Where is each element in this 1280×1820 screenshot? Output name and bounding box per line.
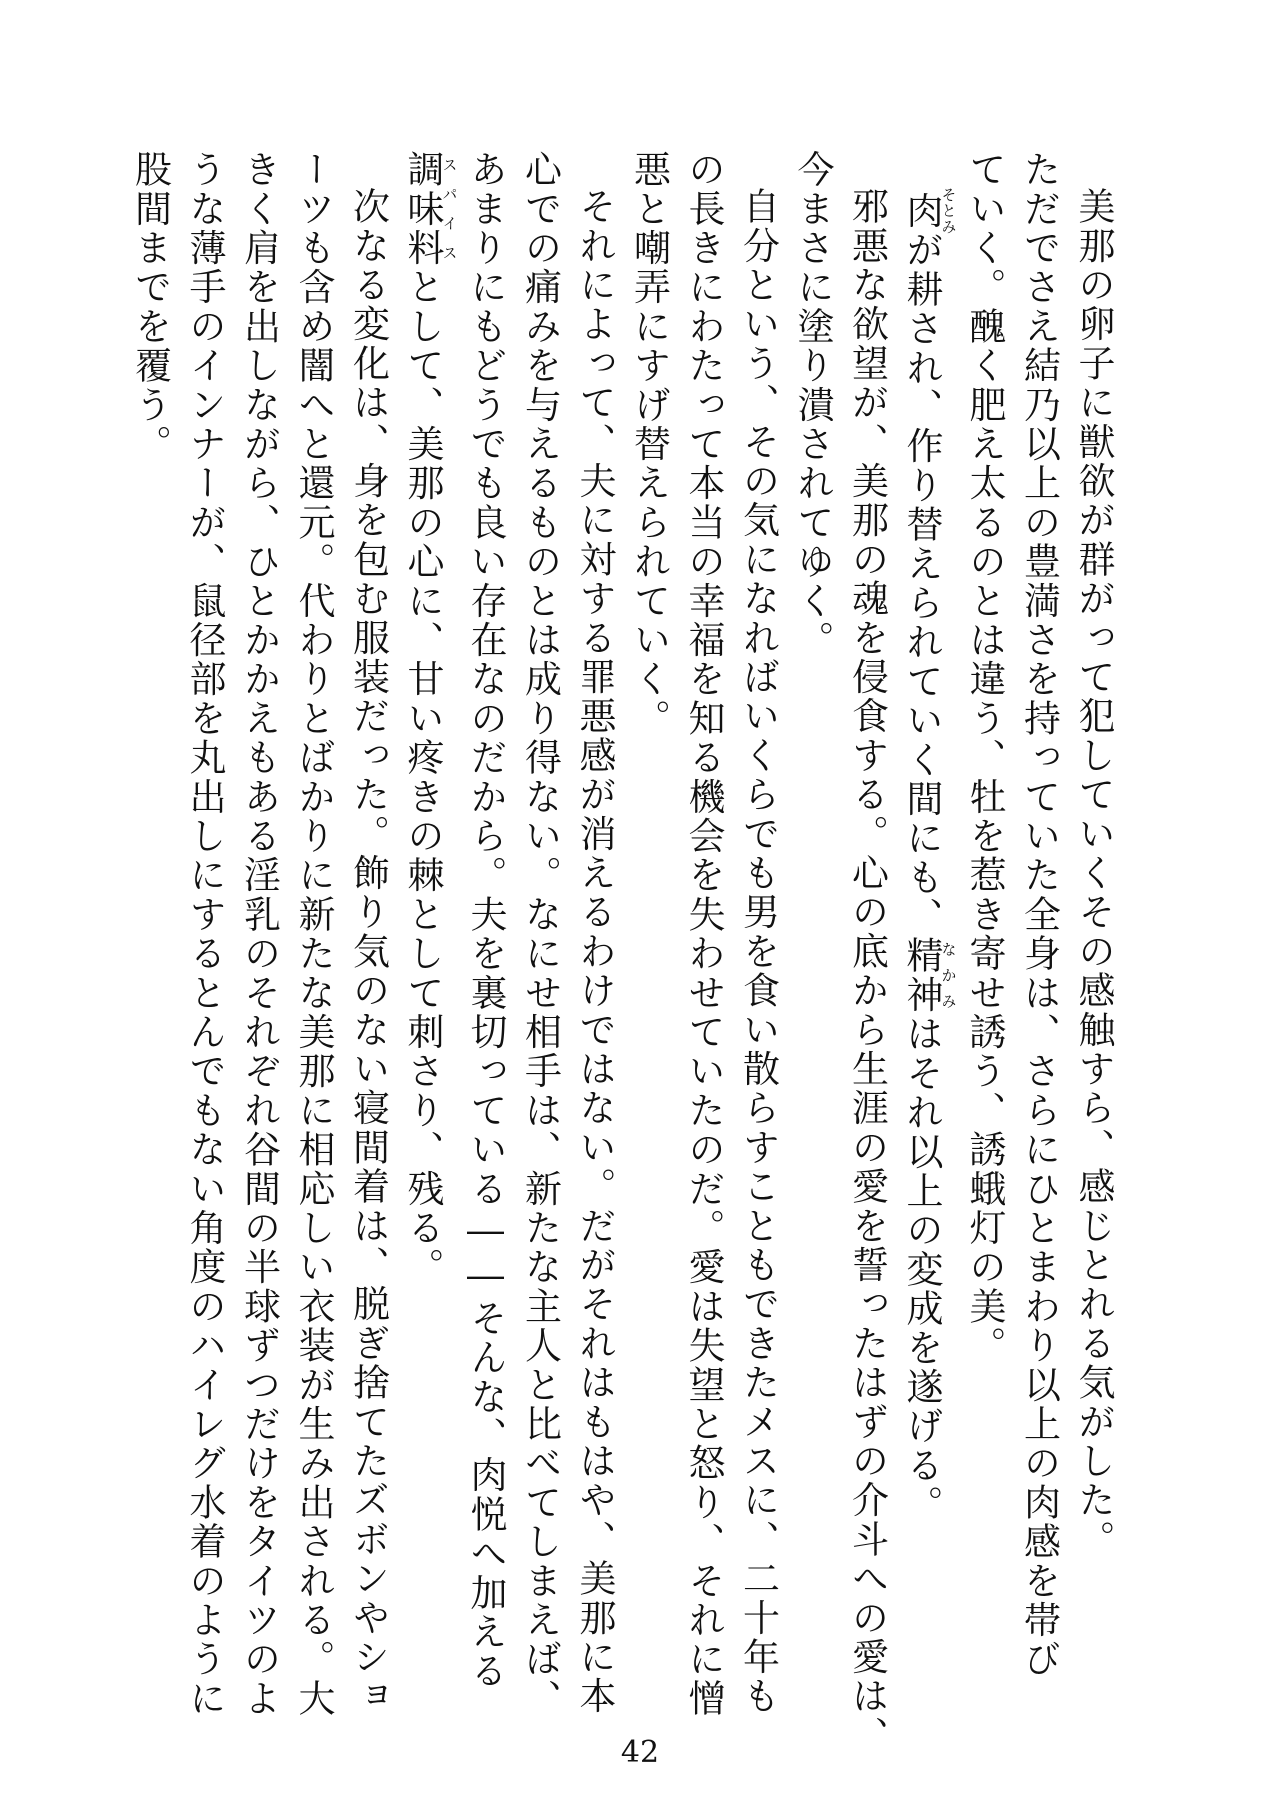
text-line: の長きにわたって本当の幸福を知る機会を失わせていたのだ。愛は失望と怒り、それに憎: [682, 150, 725, 1718]
text-line: それによって、夫に対する罪悪感が消えるわけではない。だがそれはもはや、美那に本: [573, 187, 616, 1716]
text-line: 悪と嘲弄にすげ替えられていく。: [627, 150, 671, 738]
text-line: 美那の卵子に獣欲が群がって犯していくその感触すら、感じとれる気がした。: [1072, 187, 1115, 1559]
text-line: ーツも含め闇へと還元。代わりとばかりに新たな美那に相応しい衣装が生み出される。大: [292, 150, 335, 1718]
text-line: ただでさえ結乃以上の豊満さを持っていた全身は、さらにひとまわり以上の肉感を帯び: [1017, 150, 1061, 1679]
ruby-niku: 肉そとみ: [900, 187, 958, 235]
text-line: ていく。醜く肥え太るのとは違う、牡を惹き寄せ誘う、誘蛾灯の美。: [963, 150, 1006, 1366]
text-line: 調味料スパイスとして、美那の心に、甘い疼きの棘として刺さり、残る。: [401, 150, 459, 1287]
text-line: うな薄手のインナーが、鼠径部を丸出しにするとんでもない角度のハイレグ水着のように: [183, 150, 226, 1718]
text-line: 股間までを覆う。: [128, 150, 172, 464]
page-number: 42: [620, 1735, 660, 1770]
ruby-spice: 調味料スパイス: [401, 150, 459, 268]
text-line: あまりにもどうでも良い存在なのだから。夫を裏切っている――そんな、肉悦へ加える: [464, 150, 507, 1691]
text-line: きく肩を出しながら、ひとかかえもある淫乳のそれぞれ谷間の半球ずつだけをタイツのよ: [237, 150, 281, 1718]
text-line: 心での痛みを与えるものとは成り得ない。なにせ相手は、新たな主人と比べてしまえば、: [518, 150, 562, 1718]
text-line: 邪悪な欲望が、美那の魂を侵食する。心の底から生涯の愛を誓ったはずの介斗への愛は、: [845, 187, 889, 1755]
text-line: 肉そとみが耕され、作り替えられていく間にも、精神なかみはそれ以上の変成を遂げる。: [900, 187, 958, 1525]
text-line: 今まさに塗り潰されてゆく。: [791, 150, 834, 660]
ruby-seishin: 精神なかみ: [900, 936, 958, 1015]
text-line: 次なる変化は、身を包む服装だった。飾り気のない寝間着は、脱ぎ捨てたズボンやショ: [346, 187, 390, 1716]
text-line: 自分という、その気になればいくらでも男を食い散らすこともできたメスに、二十年も: [736, 187, 780, 1716]
